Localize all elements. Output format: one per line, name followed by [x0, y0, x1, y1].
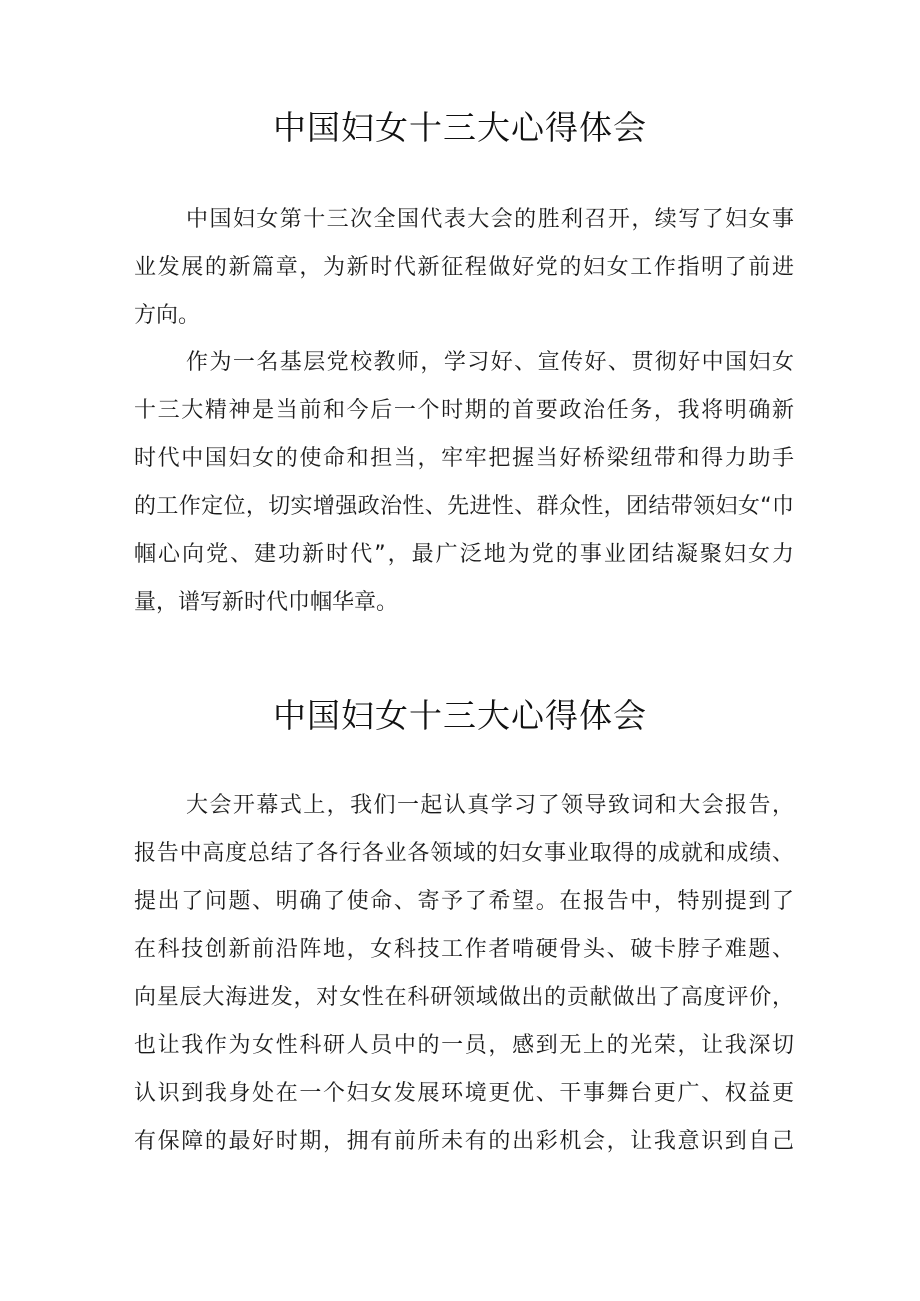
paragraph-line: 中国妇女第十三次全国代表大会的胜利召开，续写了妇女事 [186, 207, 794, 232]
paragraph-line: 帼心向党、建功新时代”，最广泛地为党的事业团结凝聚妇女力 [134, 542, 794, 567]
paragraph-line: 作为一名基层党校教师，学习好、宣传好、贯彻好中国妇女 [186, 350, 794, 375]
section-2-title: 中国妇女十三大心得体会 [273, 696, 647, 735]
paragraph-line: 时代中国妇女的使命和担当，牢牢把握当好桥梁纽带和得力助手 [134, 446, 794, 471]
paragraph-line: 的工作定位，切实增强政治性、先进性、群众性，团结带领妇女“巾 [134, 494, 794, 519]
paragraph-line: 有保障的最好时期，拥有前所未有的出彩机会，让我意识到自己 [134, 1129, 794, 1154]
paragraph-line: 业发展的新篇章，为新时代新征程做好党的妇女工作指明了前进 [134, 255, 794, 280]
paragraph-line: 方向。 [134, 303, 201, 328]
paragraph-line: 也让我作为女性科研人员中的一员，感到无上的光荣，让我深切 [134, 1033, 794, 1058]
paragraph-line: 报告中高度总结了各行各业各领域的妇女事业取得的成就和成绩、 [134, 841, 794, 866]
paragraph-line: 在科技创新前沿阵地，女科技工作者啃硬骨头、破卡脖子难题、 [134, 937, 794, 962]
paragraph-line: 提出了问题、明确了使命、寄予了希望。在报告中，特别提到了 [134, 889, 794, 914]
section-1-title: 中国妇女十三大心得体会 [273, 108, 647, 147]
paragraph-line: 十三大精神是当前和今后一个时期的首要政治任务，我将明确新 [134, 398, 794, 423]
paragraph-line: 量，谱写新时代巾帼华章。 [134, 590, 399, 615]
paragraph-line: 大会开幕式上，我们一起认真学习了领导致词和大会报告， [186, 793, 794, 818]
paragraph-line: 认识到我身处在一个妇女发展环境更优、干事舞台更广、权益更 [134, 1081, 794, 1106]
paragraph-line: 向星辰大海进发，对女性在科研领域做出的贡献做出了高度评价， [134, 985, 794, 1010]
